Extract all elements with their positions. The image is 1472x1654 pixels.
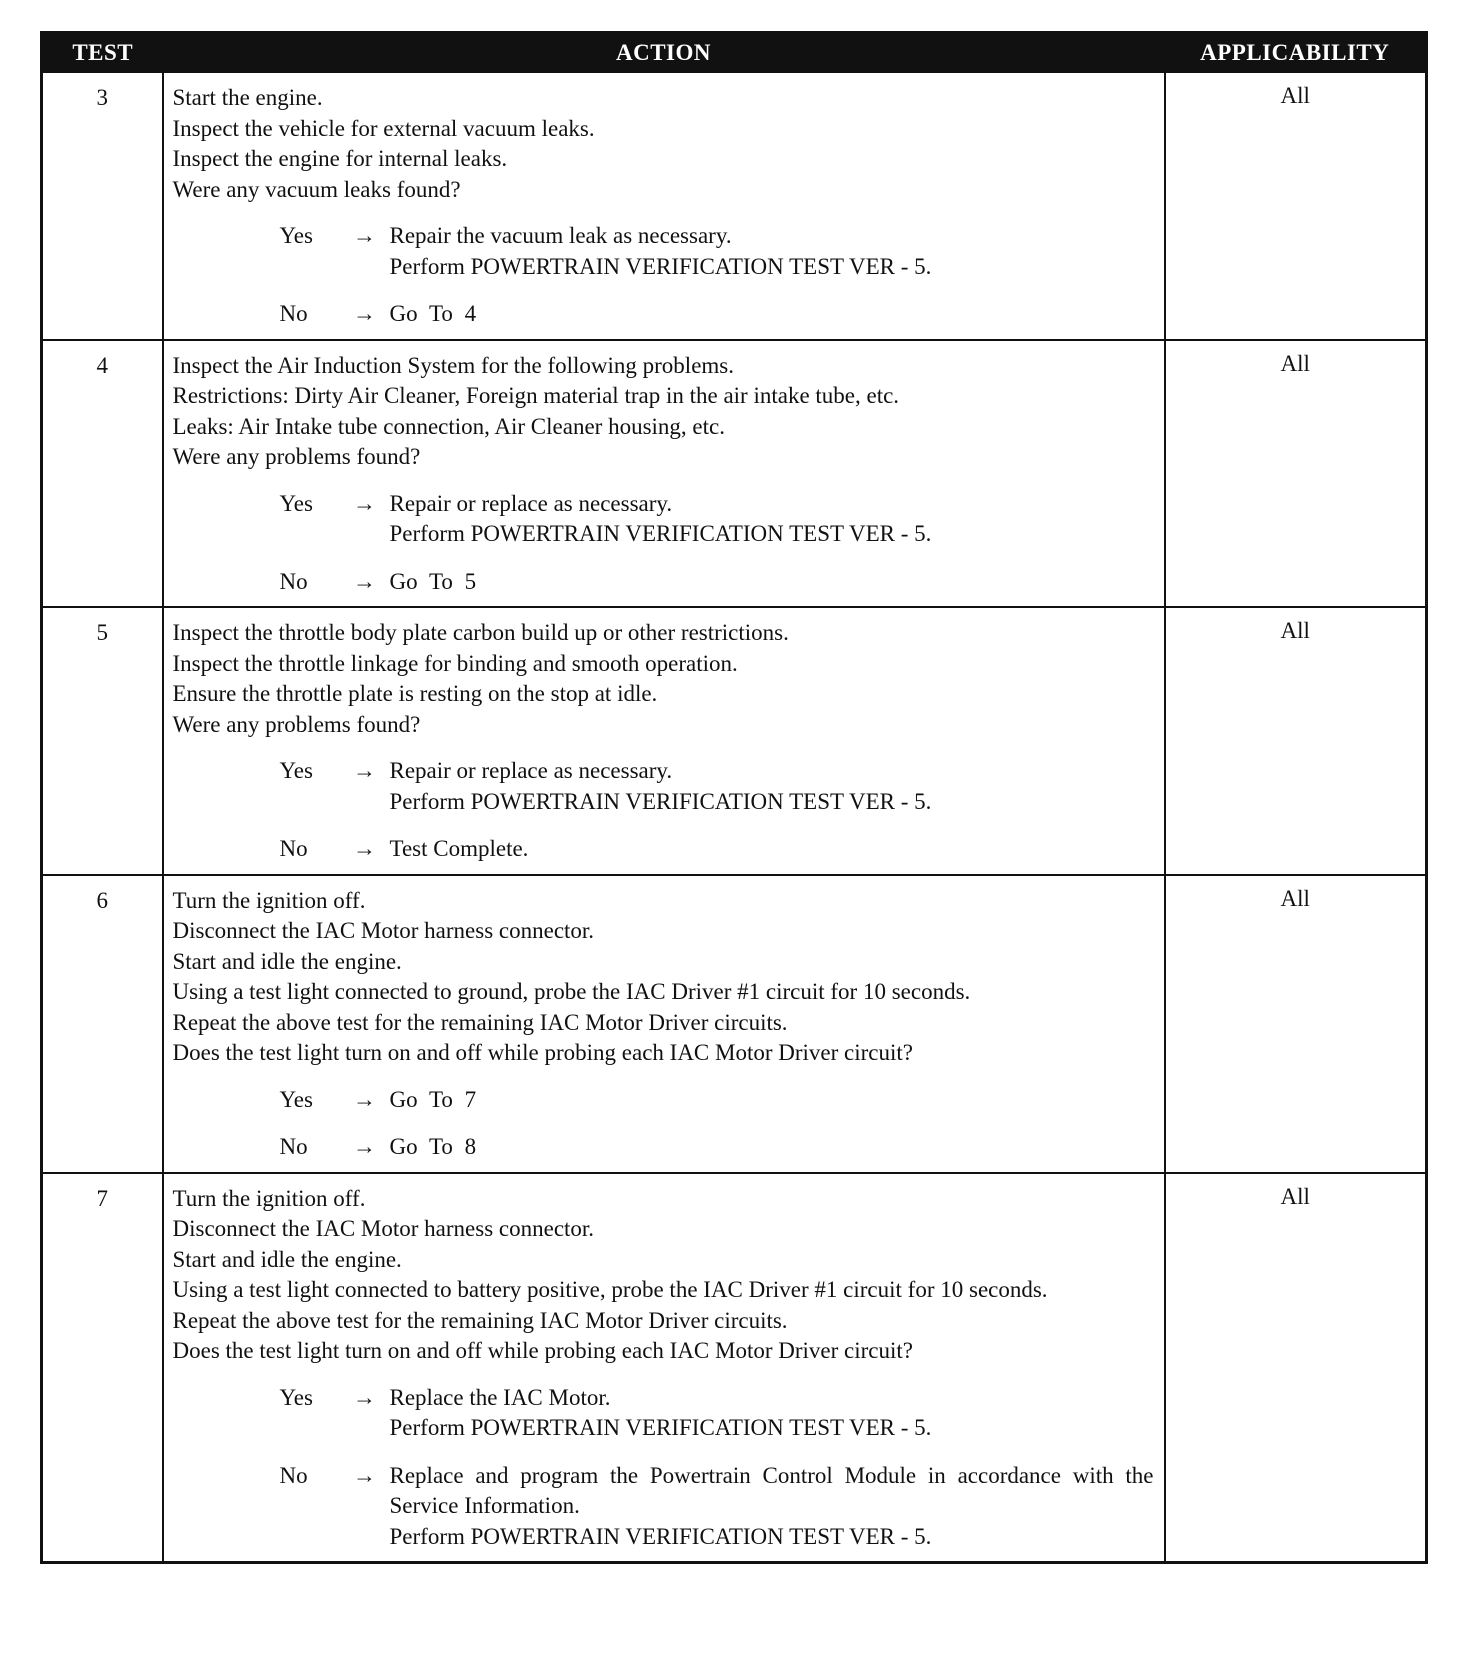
outcome-label: Yes (279, 490, 313, 516)
outcome-label: Yes (279, 1384, 313, 1410)
outcome-line: Perform POWERTRAIN VERIFICATION TEST VER - 5. (389, 253, 932, 279)
action-step: Inspect the engine for internal leaks. (172, 146, 508, 171)
outcome-text (390, 221, 1158, 282)
action-step: Inspect the throttle body plate carbon build up or other restrictions. (172, 620, 789, 645)
outcome-no (173, 1461, 1158, 1553)
outcome-line: Replace the IAC Motor. (389, 1384, 611, 1410)
action-step: Disconnect the IAC Motor harness connector. (172, 918, 595, 943)
header-applicability: APPLICABILITY (1165, 33, 1427, 73)
action-step: Leaks: Air Intake tube connection, Air Cleaner housing, etc. (172, 413, 725, 439)
header-test: TEST (42, 33, 163, 73)
outcome-no (173, 299, 1158, 330)
table-header (42, 33, 1427, 73)
test-number: 6 (42, 875, 163, 1173)
table-body (42, 72, 1427, 1563)
table-row (42, 875, 1427, 1173)
outcome-line: Go To 5 (389, 568, 477, 594)
outcome-line: Repair the vacuum leak as necessary. (389, 223, 732, 248)
outcome-text (390, 567, 1158, 598)
outcome-text (390, 299, 1158, 330)
applicability-value: All (1165, 1173, 1427, 1563)
action-step: Restrictions: Dirty Air Cleaner, Foreign material trap in the air intake tube, etc. (172, 383, 900, 408)
outcome-list (173, 1085, 1158, 1163)
outcome-yes (173, 756, 1158, 817)
outcome-yes (173, 221, 1158, 282)
action-step: Disconnect the IAC Motor harness connector. (172, 1216, 595, 1241)
outcome-text (390, 834, 1158, 865)
action-cell (163, 1173, 1165, 1563)
action-step: Ensure the throttle plate is resting on the stop at idle. (172, 681, 658, 706)
arrow-right-icon: → (353, 1086, 376, 1112)
outcome-list (173, 221, 1158, 330)
arrow-right-icon: → (353, 1134, 376, 1159)
arrow-right-icon: → (353, 1462, 376, 1488)
action-step: Were any problems found? (172, 711, 421, 737)
outcome-line: Go To 7 (389, 1086, 477, 1112)
table-row (42, 340, 1427, 608)
arrow-right-icon: → (353, 568, 376, 594)
outcome-label: No (279, 1134, 308, 1159)
arrow-right-icon: → (353, 1384, 376, 1410)
action-step: Does the test light turn on and off while probing each IAC Motor Driver circuit? (172, 1338, 914, 1363)
outcome-list (173, 1383, 1158, 1553)
action-step: Repeat the above test for the remaining IAC Motor Driver circuits. (172, 1009, 788, 1035)
outcome-label: No (279, 568, 308, 594)
outcome-line: Perform POWERTRAIN VERIFICATION TEST VER - 5. (389, 788, 932, 814)
action-step: Using a test light connected to battery positive, probe the IAC Driver #1 circuit for 10 seconds. (172, 1277, 1048, 1302)
outcome-list (173, 489, 1158, 598)
action-step: Start and idle the engine. (172, 1246, 402, 1272)
outcome-line: Go To 4 (389, 301, 477, 326)
arrow-right-icon: → (353, 836, 376, 861)
action-step: Inspect the throttle linkage for binding and smooth operation. (172, 650, 738, 676)
outcome-no (173, 834, 1158, 865)
action-cell (163, 72, 1165, 340)
action-cell (163, 607, 1165, 875)
action-step: Were any vacuum leaks found? (172, 176, 461, 202)
applicability-value: All (1165, 875, 1427, 1173)
action-step: Turn the ignition off. (172, 887, 366, 913)
applicability-value: All (1165, 340, 1427, 608)
outcome-line: Go To 8 (389, 1134, 477, 1159)
arrow-right-icon: → (353, 223, 376, 248)
action-step: Turn the ignition off. (172, 1185, 366, 1211)
table-row (42, 607, 1427, 875)
action-cell (163, 340, 1165, 608)
action-cell (163, 875, 1165, 1173)
applicability-value: All (1165, 72, 1427, 340)
outcome-yes (173, 1383, 1158, 1444)
header-action: ACTION (163, 33, 1165, 73)
table-row (42, 72, 1427, 340)
action-step: Start the engine. (172, 85, 323, 110)
test-number: 7 (42, 1173, 163, 1563)
outcome-line: Perform POWERTRAIN VERIFICATION TEST VER - 5. (389, 1415, 932, 1440)
outcome-line: Perform POWERTRAIN VERIFICATION TEST VER - 5. (389, 521, 932, 546)
diagnostic-test-table (40, 31, 1428, 1564)
action-step: Does the test light turn on and off while probing each IAC Motor Driver circuit? (172, 1040, 914, 1065)
header-row (42, 33, 1427, 73)
outcome-line: Repair or replace as necessary. (389, 758, 673, 783)
outcome-no (173, 567, 1158, 598)
action-step: Inspect the Air Induction System for the following problems. (172, 352, 734, 378)
outcome-text (390, 1383, 1158, 1444)
action-step: Start and idle the engine. (172, 948, 402, 974)
outcome-line: Perform POWERTRAIN VERIFICATION TEST VER - 5. (389, 1523, 932, 1549)
outcome-text (390, 1132, 1158, 1163)
arrow-right-icon: → (353, 758, 376, 783)
outcome-line: Test Complete. (389, 836, 529, 861)
outcome-label: Yes (279, 1086, 313, 1112)
outcome-text (390, 1461, 1158, 1553)
arrow-right-icon: → (353, 490, 376, 516)
test-number: 3 (42, 72, 163, 340)
outcome-yes (173, 1085, 1158, 1116)
outcome-no (173, 1132, 1158, 1163)
action-step: Repeat the above test for the remaining IAC Motor Driver circuits. (172, 1307, 788, 1333)
outcome-list (173, 756, 1158, 865)
test-number: 5 (42, 607, 163, 875)
outcome-line: Repair or replace as necessary. (389, 490, 673, 516)
outcome-line: Replace and program the Powertrain Control Module in accordance with the Service Information. (389, 1462, 1154, 1518)
outcome-label: Yes (279, 758, 313, 783)
action-step: Using a test light connected to ground, probe the IAC Driver #1 circuit for 10 seconds. (172, 979, 971, 1004)
action-step: Inspect the vehicle for external vacuum leaks. (172, 115, 595, 141)
outcome-text (390, 756, 1158, 817)
outcome-label: Yes (279, 223, 313, 248)
arrow-right-icon: → (353, 301, 376, 326)
action-step: Were any problems found? (172, 444, 421, 469)
outcome-text (390, 1085, 1158, 1116)
test-number: 4 (42, 340, 163, 608)
outcome-label: No (279, 301, 308, 326)
table-row (42, 1173, 1427, 1563)
outcome-label: No (279, 1462, 308, 1488)
diagnostic-page (40, 31, 1425, 1564)
outcome-text (390, 489, 1158, 550)
applicability-value: All (1165, 607, 1427, 875)
outcome-yes (173, 489, 1158, 550)
outcome-label: No (279, 836, 308, 861)
